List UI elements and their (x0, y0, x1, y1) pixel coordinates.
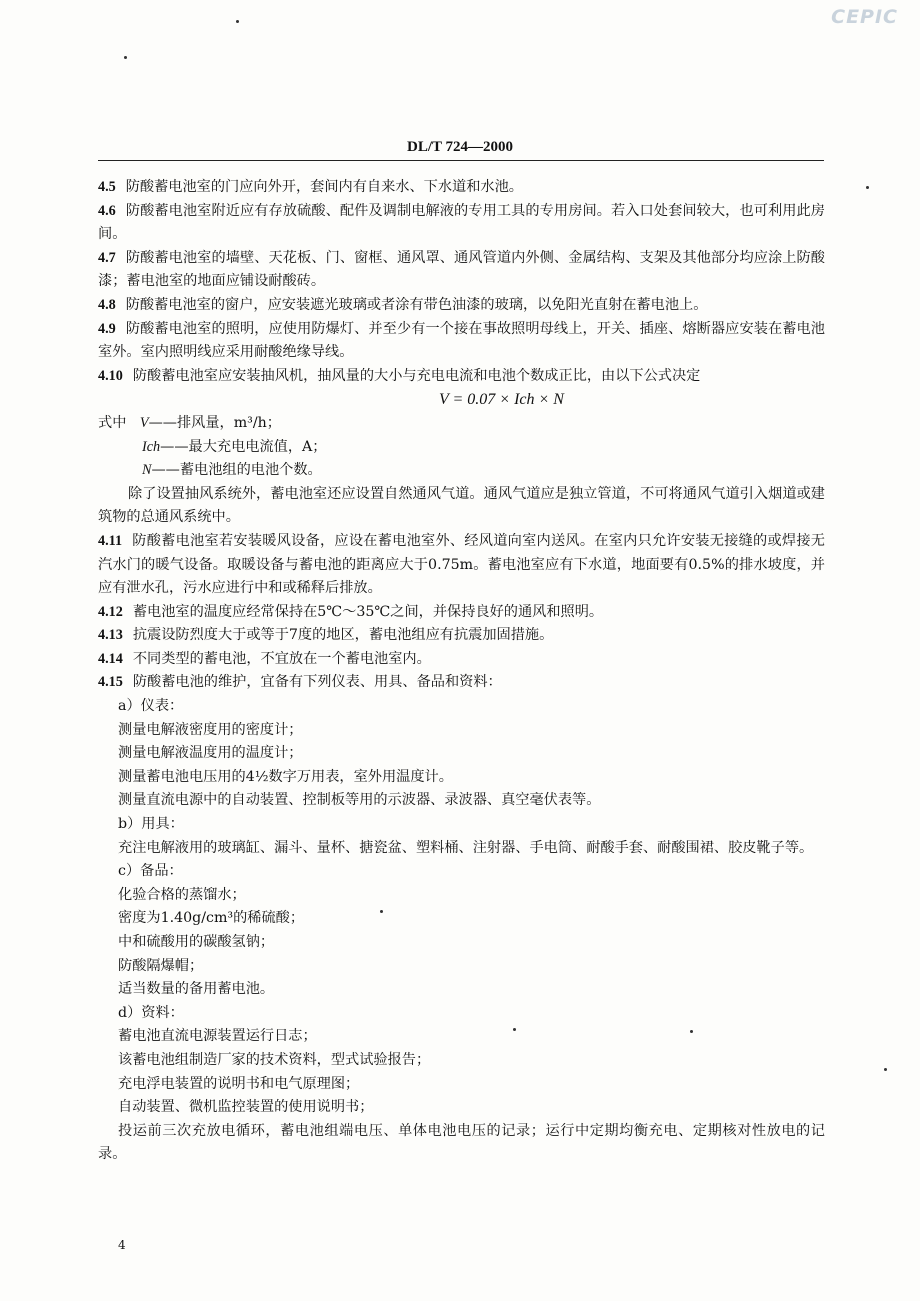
list-item: 中和硫酸用的碳酸氢钠； (118, 934, 275, 950)
page-header: DL/T 724—2000 (407, 139, 513, 155)
list-item: 自动装置、微机监控装置的使用说明书； (118, 1099, 374, 1116)
watermark-logo: CEPIC (831, 6, 898, 28)
clause-4-7 (98, 247, 825, 294)
clause-4-10 (98, 365, 825, 389)
clause-4-8 (98, 294, 825, 318)
clause-text: 防酸蓄电池室附近应有存放硫酸、配件及调制电解液的专用工具的专用房间。若入口处套间较大，也可利用此房间。 (98, 202, 825, 243)
clause-text: 防酸蓄电池室应安装抽风机，抽风量的大小与充电电流和电池个数成正比，由以下公式决定 (132, 367, 701, 384)
header-rule (98, 160, 824, 161)
clause-number: 4.13 (98, 627, 123, 644)
clause-text: 防酸蓄电池室的窗户，应安装遮光玻璃或者涂有带色油漆的玻璃，以免阳光直射在蓄电池上。 (125, 296, 708, 313)
clause-text: 不同类型的蓄电池，不宜放在一个蓄电池室内。 (132, 650, 431, 667)
list-item: 充电浮电装置的说明书和电气原理图； (118, 1075, 360, 1092)
scan-speck (236, 20, 239, 23)
list-item: 测量电解液密度用的密度计； (118, 721, 303, 738)
scan-speck (690, 1030, 693, 1033)
scan-speck (866, 186, 869, 189)
ventilation-formula: V = 0.07 × Ich × N (439, 391, 564, 409)
clause-4-10-extra: 除了设置抽风系统外，蓄电池室还应设置自然通风气道。通风气道应是独立管道，不可将通风气道引入烟道或建筑物的总通风系统中。 (98, 485, 825, 526)
scan-speck (124, 56, 127, 59)
where-label: 式中 (98, 414, 127, 431)
clause-text: 抗震设防烈度大于或等于7度的地区，蓄电池组应有抗震加固措施。 (132, 627, 554, 644)
where-line-1 (98, 412, 825, 436)
list-item: 蓄电池直流电源装置运行日志； (118, 1028, 317, 1045)
variable-symbol: N (142, 462, 152, 479)
list-item: 化验合格的蒸馏水； (118, 886, 246, 903)
list-b-title: b）用具： (118, 816, 184, 833)
clause-text: 防酸蓄电池室若安装暖风设备，应设在蓄电池室外、经风道向室内送风。在室内只允许安装无接缝的或焊接无汽水门的暖气设备。取暖设备与蓄电池的距离应大于0.75m。蓄电池室应有下水道，地面要有0.5%的排水坡度，并应有泄水孔，污水应进行中和或稀释后排放。 (98, 532, 825, 597)
document-body (98, 176, 825, 1167)
variable-description: ——蓄电池组的电池个数。 (151, 462, 322, 479)
clause-4-14 (98, 648, 825, 672)
variable-symbol: Ich (142, 438, 161, 455)
list-item: 该蓄电池组制造厂家的技术资料，型式试验报告； (118, 1051, 431, 1068)
clause-number: 4.9 (98, 320, 116, 337)
clause-4-6 (98, 200, 825, 247)
list-item: 测量蓄电池电压用的4½数字万用表，室外用温度计。 (118, 768, 453, 785)
clause-4-9 (98, 318, 825, 365)
clause-text: 防酸蓄电池的维护，宜备有下列仪表、用具、备品和资料： (132, 674, 502, 691)
list-item: 测量直流电源中的自动装置、控制板等用的示波器、录波器、真空毫伏表等。 (118, 792, 601, 809)
clause-4-11 (98, 530, 825, 601)
clause-number: 4.7 (98, 249, 116, 266)
clause-text: 防酸蓄电池室的门应向外开，套间内有自来水、下水道和水池。 (125, 179, 523, 195)
list-item: 适当数量的备用蓄电池。 (118, 981, 275, 998)
scan-speck (513, 1028, 516, 1031)
list-item: 测量电解液温度用的温度计； (118, 745, 303, 762)
scan-speck (884, 1068, 887, 1071)
variable-description: ——最大充电电流值，A； (160, 438, 327, 455)
list-c-title: c）备品： (118, 863, 183, 880)
list-item: 密度为1.40g/cm³的稀硫酸； (118, 910, 305, 927)
clause-number: 4.10 (98, 367, 123, 384)
clause-number: 4.15 (98, 674, 123, 691)
clause-text: 蓄电池室的温度应经常保持在5℃～35℃之间，并保持良好的通风和照明。 (132, 603, 604, 620)
scan-speck (380, 910, 383, 913)
clause-4-5 (98, 176, 825, 200)
variable-symbol: V (139, 414, 149, 431)
clause-number: 4.8 (98, 296, 116, 313)
clause-4-15 (98, 671, 825, 695)
clause-4-13 (98, 624, 825, 648)
clause-number: 4.5 (98, 179, 116, 195)
variable-description: ——排风量，m³/h； (148, 414, 281, 431)
clause-4-12 (98, 601, 825, 625)
clause-number: 4.11 (98, 532, 123, 549)
clause-number: 4.14 (98, 650, 123, 667)
list-item: 充注电解液用的玻璃缸、漏斗、量杯、搪瓷盆、塑料桶、注射器、手电筒、耐酸手套、耐酸围裙、胶皮靴子等。 (118, 839, 814, 856)
page-number: 4 (118, 1238, 126, 1252)
list-a-title: a）仪表： (118, 698, 184, 715)
list-item: 投运前三次充放电循环，蓄电池组端电压、单体电池电压的记录；运行中定期均衡充电、定期核对性放电的记录。 (98, 1122, 825, 1163)
list-d-title: d）资料： (118, 1004, 184, 1021)
clause-number: 4.6 (98, 202, 116, 219)
clause-number: 4.12 (98, 603, 123, 620)
where-line-2 (98, 436, 825, 460)
where-line-3 (98, 459, 825, 483)
clause-text: 防酸蓄电池室的照明，应使用防爆灯、并至少有一个接在事故照明母线上，开关、插座、熔断器应安装在蓄电池室外。室内照明线应采用耐酸绝缘导线。 (98, 320, 825, 361)
list-item: 防酸隔爆帽； (118, 957, 204, 974)
clause-text: 防酸蓄电池室的墙壁、天花板、门、窗框、通风罩、通风管道内外侧、金属结构、支架及其他部分均应涂上防酸漆；蓄电池室的地面应铺设耐酸砖。 (98, 249, 825, 290)
